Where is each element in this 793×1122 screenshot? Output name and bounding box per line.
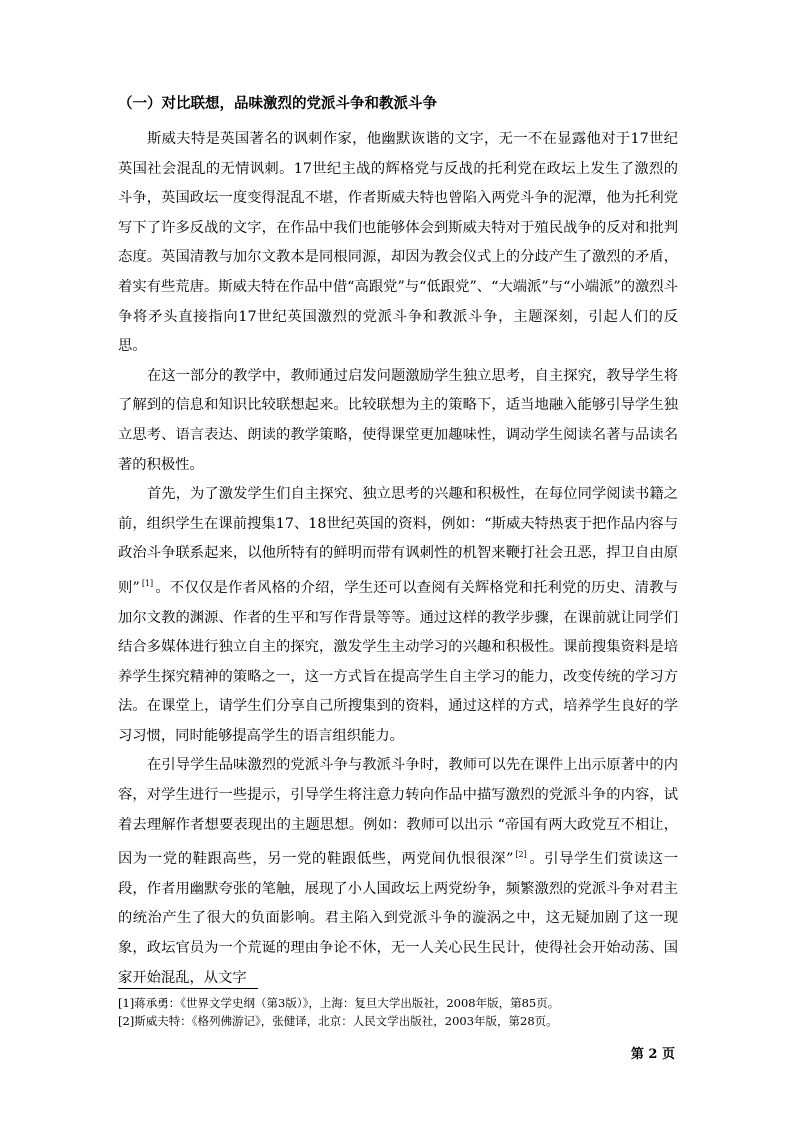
footnotes bbox=[118, 994, 698, 1030]
paragraph-4-text-before: 在引导学生品味激烈的党派斗争与教派斗争时，教师可以先在课件上出示原著中的内容，对学生进行一些提示，引导学生将注意力转向作品中描写激烈的党派斗争的内容，试着去理解作者想要表现出的主题思想。例如：教师可以出示 “帝国有两大政党互不相让，因为一党的鞋跟高些，另一党的鞋跟低些，两党间仇恨很深” bbox=[118, 757, 678, 868]
section-heading: （一）对比联想，品味激烈的党派斗争和教派斗争 bbox=[118, 95, 437, 112]
footnote-2: [2]斯威夫特：《格列佛游记》，张健译，北京：人民文学出版社，2003年版，第28页。 bbox=[118, 1014, 558, 1028]
paragraph-3-text-before: 首先，为了激发学生们自主探究、独立思考的兴趣和积极性，在每位同学阅读书籍之前，组织学生在课前搜集17、18世纪英国的资料，例如：“斯威夫特热衷于把作品内容与政治斗争联系起来，以他所特有的鲜明而带有讽刺性的机智来鞭打社会丑恶，捍卫自由原则” bbox=[118, 486, 678, 596]
paragraph-3-text-after: 。不仅仅是作者风格的介绍，学生还可以查阅有关辉格党和托利党的历史、清教与加尔文教的渊源、作者的生平和写作背景等等。通过这样的教学步骤，在课前就让同学们结合多媒体进行独立自主的探究，激发学生主动学习的兴趣和积极性。课前搜集资料是培养学生探究精神的策略之一，这一方式旨在提高学生自主学习的能力，改变传统的学习方法。在课堂上，请学生们分享自己所搜集到的资料，通过这样的方式，培养学生良好的学习习惯，同时能够提高学生的语言组织能力。 bbox=[118, 579, 679, 744]
page-number: 第 2 页 bbox=[630, 1047, 675, 1062]
paragraph-1: 斯威夫特是英国著名的讽刺作家，他幽默诙谐的文字，无一不在显露他对于17世纪英国社会混乱的无情讽刺。17世纪主战的辉格党与反战的托利党在政坛上发生了激烈的斗争，英国政坛一度变得混乱不堪，作者斯威夫特也曾陷入两党斗争的泥潭，他为托利党写下了许多反战的文字，在作品中我们也能够体会到斯威夫特对于殖民战争的反对和批判态度。英国清教与加尔文教本是同根同源，却因为教会仪式上的分歧产生了激烈的矛盾，着实有些荒唐。斯威夫特在作品中借“高跟党”与“低跟党”、“大端派”与“小端派”的激烈斗争将矛头直接指向17世纪英国激烈的党派斗争和教派斗争，主题深刻，引起人们的反思。 bbox=[118, 131, 678, 355]
footnote-ref-1: [1] bbox=[141, 578, 154, 588]
body-text bbox=[118, 125, 678, 993]
footnote-1: [1]蒋承勇：《世界文学史纲（第3版）》，上海：复旦大学出版社，2008年版，第85页。 bbox=[118, 996, 560, 1010]
paragraph-2: 在这一部分的教学中，教师通过启发问题激励学生独立思考，自主探究，教导学生将了解到的信息和知识比较联想起来。比较联想为主的策略下，适当地融入能够引导学生独立思考、语言表达、朗读的教学策略，使得课堂更加趣味性，调动学生阅读名著与品读名著的积极性。 bbox=[118, 367, 678, 473]
footnote-divider bbox=[118, 988, 258, 989]
paragraph-4-text-after: 。引导学生们赏读这一段，作者用幽默夸张的笔触，展现了小人国政坛上两党纷争，频繁激烈的党派斗争对君主的统治产生了很大的负面影响。君主陷入到党派斗争的漩涡之中，这无疑加剧了这一现象，政坛官员为一个荒诞的理由争论不休，无一人关心民生民计，使得社会开始动荡、国家开始混乱，从文字 bbox=[118, 851, 678, 986]
paragraph-3 bbox=[118, 480, 678, 751]
paragraph-4 bbox=[118, 751, 678, 993]
footnote-ref-2: [2] bbox=[515, 850, 527, 860]
